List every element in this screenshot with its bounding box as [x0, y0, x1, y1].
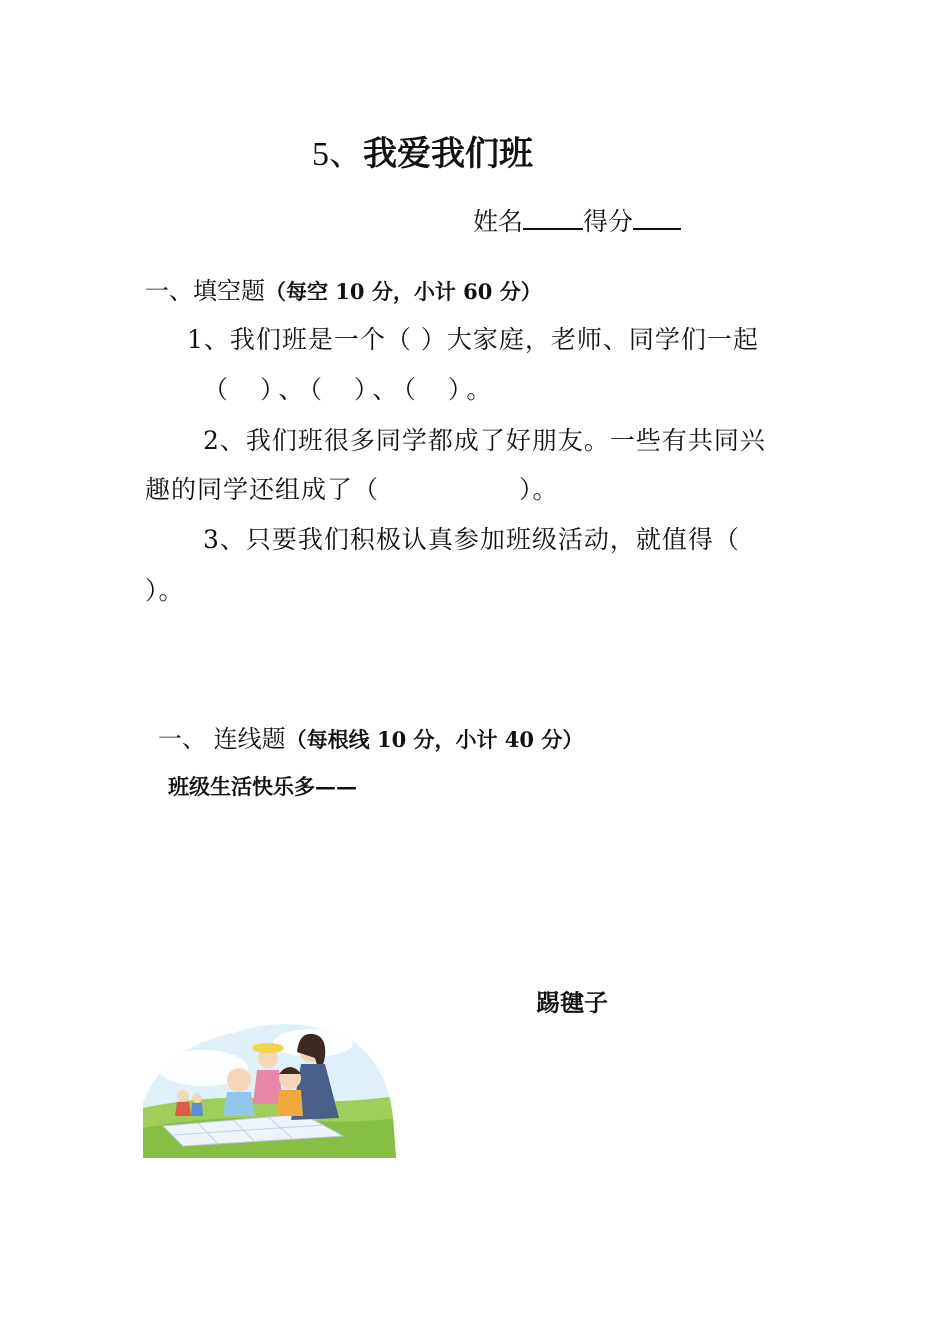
q2-line1: 2、我们班很多同学都成了好朋友。一些有共同兴	[203, 426, 766, 455]
q2-line2	[145, 470, 559, 506]
section1-title: 一、填空题	[145, 277, 265, 305]
activity-label-tijianzi[interactable]: 踢毽子	[536, 988, 608, 1017]
section2-title: 一、 连线题	[158, 725, 286, 753]
section2-subtitle: 班级生活快乐多——	[168, 774, 357, 799]
q1-line2: （ ）、（ ）、（ ）。	[203, 375, 498, 404]
q3-line2: ）。	[145, 576, 185, 605]
title-text: 我爱我们班	[363, 134, 533, 174]
q2-line2-end: ）。	[519, 475, 559, 504]
name-score-row	[473, 202, 681, 238]
q2-line2-start: 趣的同学还组成了（	[145, 475, 380, 504]
section2-points: （每根线 10 分，小计 40 分）	[285, 727, 584, 752]
section1-heading	[145, 271, 542, 306]
name-label: 姓名	[473, 207, 524, 236]
page-title	[0, 126, 845, 175]
q3-line1: 3、只要我们积极认真参加班级活动，就值得（	[203, 525, 740, 554]
score-blank[interactable]	[633, 206, 681, 230]
score-label: 得分	[583, 207, 634, 236]
class-picnic-illustration[interactable]	[143, 1008, 396, 1158]
section2-heading	[158, 719, 583, 754]
title-number: 5、	[312, 136, 363, 173]
section1-points: （每空 10 分，小计 60 分）	[265, 279, 542, 304]
name-blank[interactable]	[523, 206, 583, 230]
q1-line1: 1、我们班是一个（ ）大家庭，老师、同学们一起	[187, 325, 759, 354]
